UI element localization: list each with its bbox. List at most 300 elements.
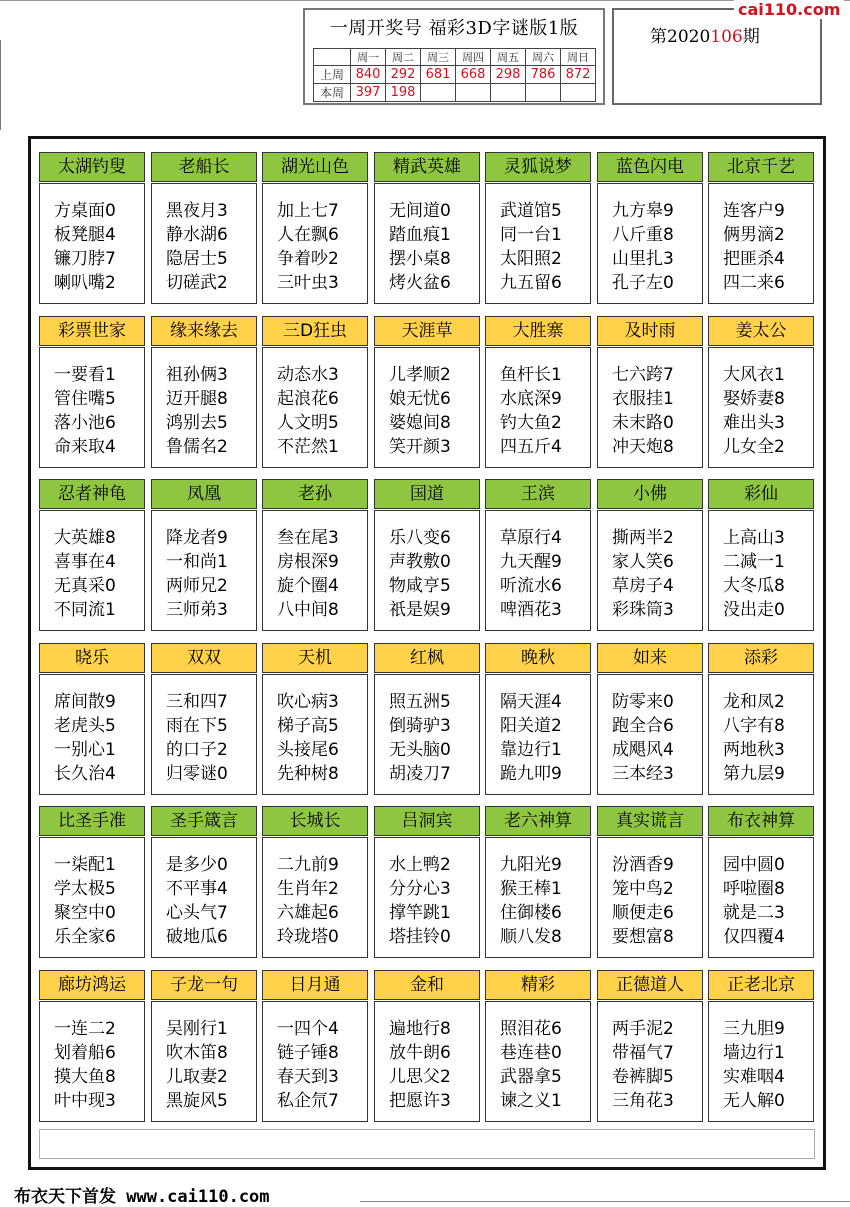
riddle-line: 三叶虫3 [277,273,339,293]
riddle-line: 彩珠筒3 [612,600,674,620]
riddle-line: 儿取妻2 [166,1067,228,1087]
riddle-line: 摸大鱼8 [54,1067,116,1087]
riddle-line: 家人笑6 [612,552,674,572]
riddle-line: 吹木笛8 [166,1043,228,1063]
riddle-line: 起浪花6 [277,389,339,409]
riddle-line: 八斤重8 [612,225,674,245]
riddle-card-body [39,1001,145,1122]
riddle-line: 没出走0 [723,600,785,620]
draw-number: 681 [421,66,456,84]
day-label: 周四 [456,49,491,66]
riddle-line: 春天到3 [277,1067,339,1087]
riddle-card-title: 晓乐 [39,643,145,673]
top-rule [0,0,850,1]
riddle-card-body [374,183,480,304]
corner-cell [314,49,351,66]
riddle-line: 照五洲5 [389,692,451,712]
riddle-line: 儿女全2 [723,437,785,457]
riddle-line: 水底深9 [500,389,562,409]
riddle-line: 叁在尾3 [277,528,339,548]
riddle-card-body [708,510,814,631]
riddle-line: 迈开腿8 [166,389,228,409]
riddle-card [151,643,257,797]
riddle-card-body [708,674,814,795]
riddle-card [597,479,703,633]
riddle-card-body [597,510,703,631]
riddle-line: 水上鸭2 [389,855,451,875]
riddle-line: 草房子4 [612,576,674,596]
riddle-card-body [262,347,368,468]
riddle-card-body [485,347,591,468]
bottom-blank-band [39,1129,815,1159]
riddle-line: 两师兄2 [166,576,228,596]
riddle-line: 乐八变6 [389,528,451,548]
riddle-line: 动态水3 [277,365,339,385]
riddle-line: 带福气7 [612,1043,674,1063]
footer-rule [360,1201,850,1202]
riddle-card [485,316,591,470]
day-label: 周日 [561,49,596,66]
riddle-card-title: 姜太公 [708,316,814,346]
riddle-line: 一和尚1 [166,552,228,572]
riddle-card-title: 王滨 [485,479,591,509]
riddle-card-body [708,347,814,468]
riddle-line: 笼中鸟2 [612,879,674,899]
riddle-line: 娘无忧6 [389,389,451,409]
riddle-card-body [262,510,368,631]
riddle-line: 儿思父2 [389,1067,451,1087]
riddle-line: 生肖年2 [277,879,339,899]
riddle-card-title: 忍者神龟 [39,479,145,509]
day-label: 周六 [526,49,561,66]
riddle-line: 鲁儒名2 [166,437,228,457]
riddle-card [374,970,480,1124]
draw-number: 198 [386,84,421,102]
riddle-card-title: 天机 [262,643,368,673]
riddle-line: 孔子左0 [612,273,674,293]
draw-number: 840 [351,66,386,84]
riddle-card-title: 红枫 [374,643,480,673]
riddle-line: 祖孙俩3 [166,365,228,385]
riddle-card-body [151,837,257,958]
riddle-line: 未末路0 [612,413,674,433]
riddle-line: 俩男滴2 [723,225,785,245]
riddle-card-body [39,183,145,304]
riddle-line: 不平事4 [166,879,228,899]
riddle-card [151,316,257,470]
riddle-card-title: 正德道人 [597,970,703,1000]
riddle-line: 席间散9 [54,692,116,712]
riddle-card-body [597,347,703,468]
riddle-line: 二减一1 [723,552,785,572]
riddle-line: 破地瓜6 [166,927,228,947]
draw-number: 397 [351,84,386,102]
riddle-card-title: 缘来缘去 [151,316,257,346]
riddle-line: 园中圆0 [723,855,785,875]
riddle-card-body [374,510,480,631]
riddle-line: 切磋武2 [166,273,228,293]
footer-credit: 布衣天下首发 www.cai110.com [14,1187,270,1207]
riddle-card [708,970,814,1124]
riddle-line: 九天醒9 [500,552,562,572]
riddle-card [708,152,814,306]
riddle-card-title: 灵狐说梦 [485,152,591,182]
riddle-line: 的口子2 [166,740,228,760]
riddle-card-title: 太湖钓叟 [39,152,145,182]
riddle-line: 顺八发8 [500,927,562,947]
riddle-line: 三角花3 [612,1091,674,1111]
riddle-line: 争着吵2 [277,249,339,269]
riddle-card [262,479,368,633]
riddle-line: 一四个4 [277,1019,339,1039]
draw-number: 872 [561,66,596,84]
riddle-card [485,643,591,797]
riddle-card-title: 精武英雄 [374,152,480,182]
riddle-line: 房根深9 [277,552,339,572]
riddle-line: 不茫然1 [277,437,339,457]
riddle-line: 仅四覆4 [723,927,785,947]
riddle-card-body [485,1001,591,1122]
riddle-line: 三师弟3 [166,600,228,620]
riddle-card-body [708,1001,814,1122]
riddle-card-body [262,183,368,304]
riddle-line: 学太极5 [54,879,116,899]
issue-number [650,22,760,47]
this-week-label: 本周 [314,84,351,102]
riddle-card-body [262,837,368,958]
riddle-card-body [151,183,257,304]
riddle-card [151,970,257,1124]
riddle-card [597,152,703,306]
riddle-line: 人在飘6 [277,225,339,245]
riddle-card-body [597,837,703,958]
riddle-line: 第九层9 [723,764,785,784]
draw-number: 668 [456,66,491,84]
riddle-card [597,970,703,1124]
riddle-card-body [39,674,145,795]
riddle-card [151,479,257,633]
riddle-card [262,806,368,960]
riddle-card-body [597,674,703,795]
riddle-line: 三和四7 [166,692,228,712]
riddle-line: 婆媳间8 [389,413,451,433]
riddle-card-title: 布衣神算 [708,806,814,836]
riddle-line: 胡凌刀7 [389,764,451,784]
riddle-card-body [485,183,591,304]
riddle-card [374,316,480,470]
riddle-line: 八中间8 [277,600,339,620]
riddle-card-title: 比圣手准 [39,806,145,836]
riddle-line: 把匪杀4 [723,249,785,269]
riddle-line: 防零来0 [612,692,674,712]
riddle-line: 倒骑驴3 [389,716,451,736]
riddle-line: 猴王棒1 [500,879,562,899]
riddle-line: 是多少0 [166,855,228,875]
riddle-board [28,136,826,1170]
riddle-card-body [262,674,368,795]
riddle-line: 喜事在4 [54,552,116,572]
site-logo-tag: cai110.com [734,0,844,19]
riddle-card-title: 添彩 [708,643,814,673]
riddle-card [374,806,480,960]
riddle-line: 二九前9 [277,855,339,875]
riddle-line: 雨在下5 [166,716,228,736]
riddle-line: 塔挂铃0 [389,927,451,947]
riddle-line: 私企氘7 [277,1091,339,1111]
riddle-line: 管住嘴5 [54,389,116,409]
riddle-line: 遍地行8 [389,1019,451,1039]
riddle-card [708,316,814,470]
riddle-line: 衣服挂1 [612,389,674,409]
riddle-line: 山里扎3 [612,249,674,269]
riddle-line: 心头气7 [166,903,228,923]
riddle-line: 娶娇妻8 [723,389,785,409]
riddle-card [151,152,257,306]
riddle-card-title: 彩票世家 [39,316,145,346]
riddle-card-title: 双双 [151,643,257,673]
riddle-line: 实难咽4 [723,1067,785,1087]
riddle-line: 太阳照2 [500,249,562,269]
riddle-line: 声教敷0 [389,552,451,572]
riddle-line: 头接尾6 [277,740,339,760]
riddle-line: 吴刚行1 [166,1019,228,1039]
day-label: 周二 [386,49,421,66]
riddle-line: 九方皋9 [612,201,674,221]
weekday-row [314,49,596,66]
this-week-row [314,84,596,102]
riddle-line: 大英雄8 [54,528,116,548]
riddle-line: 笑开颜3 [389,437,451,457]
riddle-line: 玲珑塔0 [277,927,339,947]
riddle-card [485,479,591,633]
draw-number [421,84,456,102]
riddle-card [597,806,703,960]
riddle-line: 三九胆9 [723,1019,785,1039]
riddle-line: 一别心1 [54,740,116,760]
riddle-card-title: 湖光山色 [262,152,368,182]
riddle-line: 落小池6 [54,413,116,433]
riddle-card [262,316,368,470]
riddle-line: 啤酒花3 [500,600,562,620]
riddle-line: 撕两半2 [612,528,674,548]
riddle-line: 不同流1 [54,600,116,620]
riddle-card-body [485,510,591,631]
riddle-line: 踏血痕1 [389,225,451,245]
riddle-line: 四五斤4 [500,437,562,457]
riddle-card [151,806,257,960]
riddle-line: 分分心3 [389,879,451,899]
riddle-line: 儿孝顺2 [389,365,451,385]
riddle-line: 喇叭嘴2 [54,273,116,293]
riddle-line: 照泪花6 [500,1019,562,1039]
riddle-card [708,806,814,960]
riddle-line: 板凳腿4 [54,225,116,245]
riddle-card [39,479,145,633]
riddle-card-title: 日月通 [262,970,368,1000]
riddle-card [39,806,145,960]
riddle-line: 七六跨7 [612,365,674,385]
weekly-results-table [313,48,596,102]
last-week-label: 上周 [314,66,351,84]
riddle-line: 祇是娱9 [389,600,451,620]
riddle-line: 黑旋风5 [166,1091,228,1111]
riddle-card-title: 老六神算 [485,806,591,836]
riddle-line: 把愿许3 [389,1091,451,1111]
issue-number-value: 106 [710,27,743,47]
riddle-card-title: 如来 [597,643,703,673]
riddle-card-body [374,674,480,795]
riddle-line: 三本经3 [612,764,674,784]
day-label: 周一 [351,49,386,66]
riddle-line: 一要看1 [54,365,116,385]
riddle-card-title: 正老北京 [708,970,814,1000]
riddle-line: 降龙者9 [166,528,228,548]
riddle-card [39,316,145,470]
riddle-line: 烤火盆6 [389,273,451,293]
riddle-line: 静水湖6 [166,225,228,245]
riddle-card [39,970,145,1124]
riddle-card-body [151,347,257,468]
riddle-line: 靠边行1 [500,740,562,760]
riddle-line: 住御楼6 [500,903,562,923]
riddle-card-title: 及时雨 [597,316,703,346]
riddle-card-title: 晚秋 [485,643,591,673]
issue-suffix: 期 [742,27,760,47]
riddle-card [374,643,480,797]
draw-number: 292 [386,66,421,84]
riddle-card [374,479,480,633]
riddle-line: 龙和凤2 [723,692,785,712]
riddle-card [262,152,368,306]
riddle-line: 一连二2 [54,1019,116,1039]
riddle-card-title: 蓝色闪电 [597,152,703,182]
riddle-line: 放牛朗6 [389,1043,451,1063]
riddle-line: 无头脑0 [389,740,451,760]
riddle-card-body [151,1001,257,1122]
riddle-line: 卷裤脚5 [612,1067,674,1087]
riddle-card [374,152,480,306]
riddle-line: 八字有8 [723,716,785,736]
riddle-card-body [39,347,145,468]
riddle-card [597,643,703,797]
riddle-line: 上高山3 [723,528,785,548]
riddle-card-title: 老孙 [262,479,368,509]
draw-number [526,84,561,102]
riddle-card-body [39,837,145,958]
riddle-line: 隔天涯4 [500,692,562,712]
riddle-card-title: 天涯草 [374,316,480,346]
riddle-card-title: 真实谎言 [597,806,703,836]
left-edge-mark [0,40,1,130]
riddle-card-title: 三D狂虫 [262,316,368,346]
riddle-line: 大冬瓜8 [723,576,785,596]
riddle-line: 听流水6 [500,576,562,596]
riddle-line: 叶中现3 [54,1091,116,1111]
riddle-line: 老虎头5 [54,716,116,736]
riddle-card [262,970,368,1124]
riddle-line: 撑竿跳1 [389,903,451,923]
riddle-card-body [39,510,145,631]
page-title: 一周开奖号 福彩3D字谜版1版 [329,18,579,39]
riddle-line: 鸿别去5 [166,413,228,433]
draw-number [456,84,491,102]
riddle-card-title: 北京千艺 [708,152,814,182]
riddle-card-body [597,183,703,304]
riddle-line: 人文明5 [277,413,339,433]
riddle-line: 阳关道2 [500,716,562,736]
riddle-line: 物咸亨5 [389,576,451,596]
riddle-line: 同一台1 [500,225,562,245]
riddle-card [262,643,368,797]
riddle-line: 一柒配1 [54,855,116,875]
riddle-line: 就是二3 [723,903,785,923]
riddle-card-body [374,1001,480,1122]
riddle-card [485,970,591,1124]
riddle-card-body [485,837,591,958]
draw-number: 786 [526,66,561,84]
riddle-line: 武器拿5 [500,1067,562,1087]
riddle-line: 谏之义1 [500,1091,562,1111]
riddle-line: 大风衣1 [723,365,785,385]
riddle-line: 黑夜月3 [166,201,228,221]
riddle-line: 隐居士5 [166,249,228,269]
riddle-card-title: 小佛 [597,479,703,509]
riddle-line: 钓大鱼2 [500,413,562,433]
riddle-card [597,316,703,470]
riddle-card [708,643,814,797]
riddle-card-title: 彩仙 [708,479,814,509]
riddle-line: 乐全家6 [54,927,116,947]
riddle-card-body [374,347,480,468]
riddle-line: 巷连巷0 [500,1043,562,1063]
draw-number: 298 [491,66,526,84]
riddle-card-title: 国道 [374,479,480,509]
riddle-line: 武道馆5 [500,201,562,221]
riddle-card-body [597,1001,703,1122]
riddle-line: 归零谜0 [166,764,228,784]
riddle-line: 命来取4 [54,437,116,457]
riddle-card-body [374,837,480,958]
riddle-line: 摆小桌8 [389,249,451,269]
riddle-card-body [151,510,257,631]
riddle-card [485,152,591,306]
riddle-line: 四二来6 [723,273,785,293]
riddle-line: 两手泥2 [612,1019,674,1039]
riddle-card-title: 大胜寨 [485,316,591,346]
riddle-card-title: 凤凰 [151,479,257,509]
riddle-line: 冲天炮8 [612,437,674,457]
riddle-card [708,479,814,633]
riddle-line: 两地秋3 [723,740,785,760]
riddle-line: 链子锤8 [277,1043,339,1063]
riddle-card [39,643,145,797]
day-label: 周三 [421,49,456,66]
riddle-line: 墙边行1 [723,1043,785,1063]
riddle-line: 跑全合6 [612,716,674,736]
riddle-line: 跪九叩9 [500,764,562,784]
riddle-line: 草原行4 [500,528,562,548]
riddle-line: 长久治4 [54,764,116,784]
day-label: 周五 [491,49,526,66]
last-week-row [314,66,596,84]
riddle-card-title: 精彩 [485,970,591,1000]
issue-prefix: 第2020 [650,27,711,47]
riddle-line: 梯子高5 [277,716,339,736]
riddle-line: 加上七7 [277,201,339,221]
riddle-card-title: 吕洞宾 [374,806,480,836]
draw-number [491,84,526,102]
riddle-card-title: 廊坊鸿运 [39,970,145,1000]
